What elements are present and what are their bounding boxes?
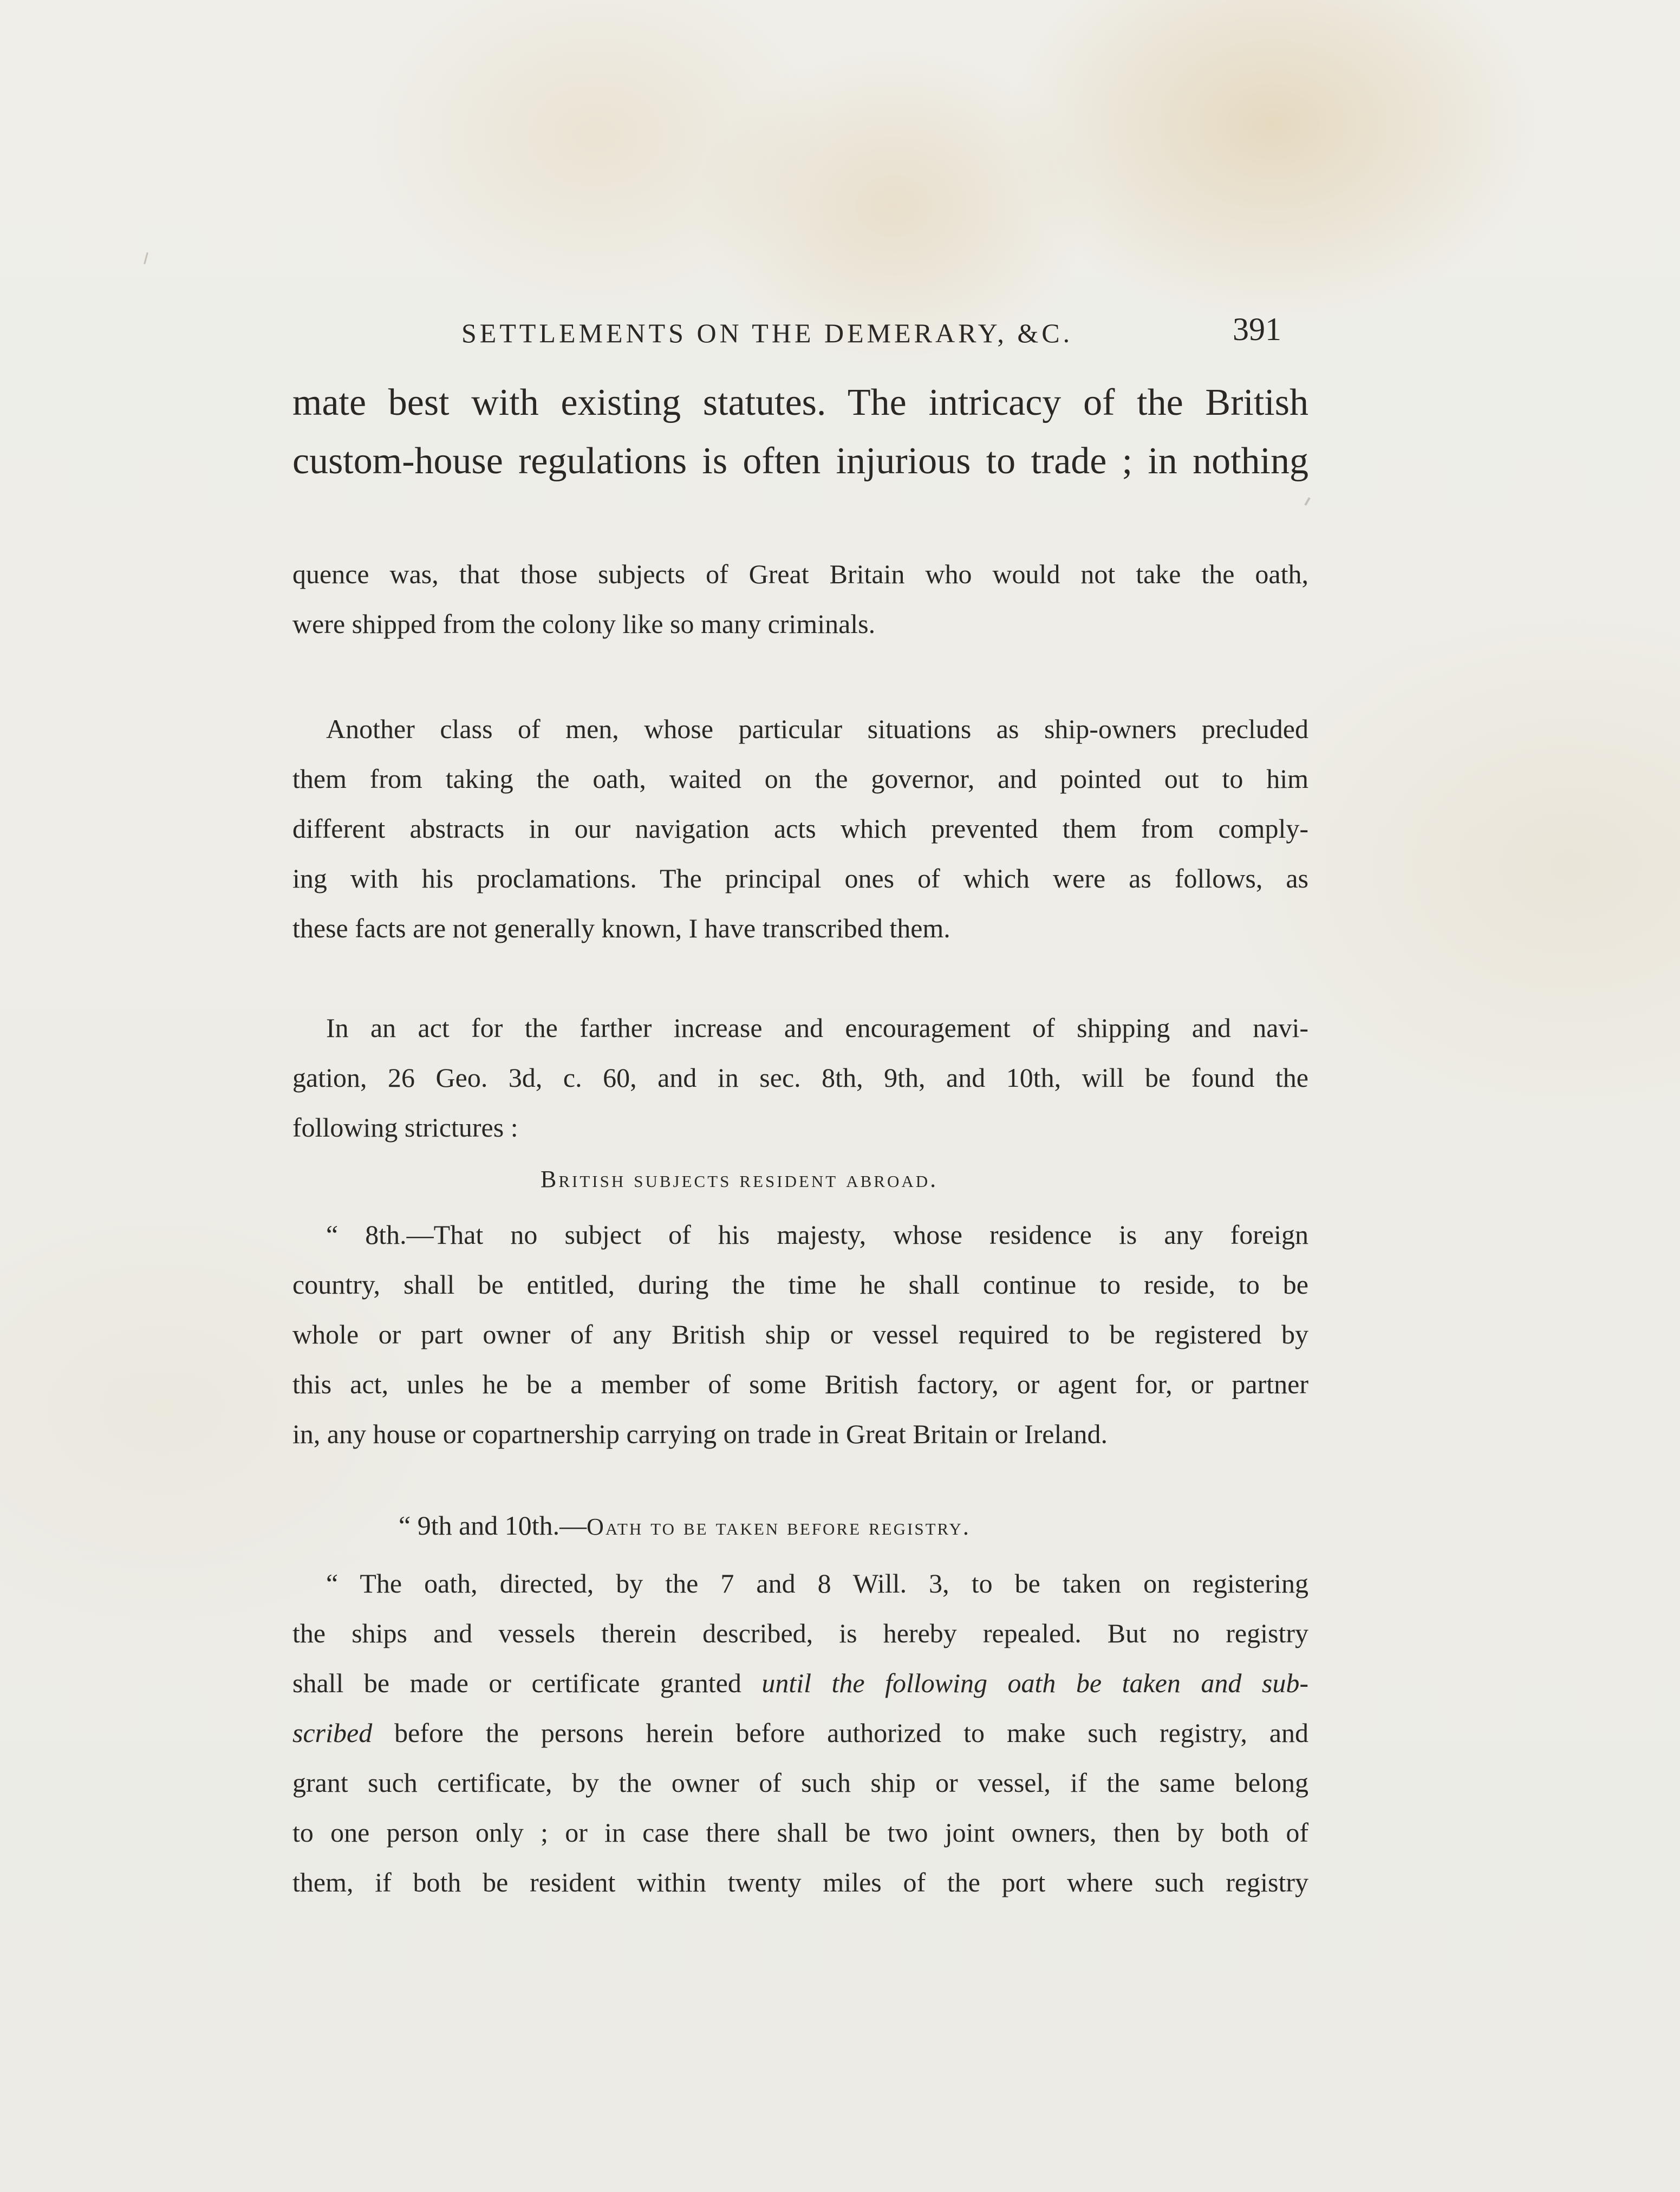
paragraph-line: the ships and vessels therein described, is hereby repealed. But no registry (292, 1618, 1308, 1648)
paragraph-line: “ The oath, directed, by the 7 and 8 Will. 3, to be taken on registering (326, 1568, 1308, 1599)
paragraph-line: them from taking the oath, waited on the governor, and pointed out to him (292, 764, 1308, 794)
section-heading-british-subjects: British subjects resident abroad. (541, 1166, 939, 1192)
section-heading-oath (399, 1510, 971, 1541)
paragraph-line: country, shall be entitled, during the time he shall continue to reside, to be (292, 1269, 1308, 1300)
paragraph-line: Another class of men, whose particular situations as ship-owners precluded (326, 714, 1308, 744)
paragraph-line: these facts are not generally known, I have transcribed them. (292, 913, 950, 943)
main-text-line: mate best with existing statutes. The intricacy of the British (292, 382, 1308, 423)
text-run: before the persons herein before authorized to make such registry, and (372, 1718, 1308, 1748)
paragraph-line: in, any house or copartnership carrying on trade in Great Britain or Ireland. (292, 1419, 1108, 1449)
footnote-paragraph-3 (292, 1003, 1308, 1152)
heading-prefix: “ 9th and 10th.— (399, 1510, 587, 1541)
footnote-paragraph-1 (292, 549, 1308, 649)
paragraph-line: gation, 26 Geo. 3d, c. 60, and in sec. 8th, 9th, and 10th, will be found the (292, 1062, 1308, 1093)
main-text-line: custom-house regulations is often injurious to trade ; in nothing (292, 440, 1308, 482)
paragraph-line: different abstracts in our navigation acts which prevented them from comply- (292, 813, 1308, 844)
paragraph-line: In an act for the farther increase and encouragement of shipping and navi- (326, 1013, 1308, 1043)
paper-mark (144, 252, 148, 264)
paragraph-line: “ 8th.—That no subject of his majesty, whose residence is any foreign (326, 1219, 1308, 1250)
paragraph-line: this act, unles he be a member of some British factory, or agent for, or partner (292, 1369, 1308, 1399)
footnote-paragraph-5 (292, 1558, 1308, 1907)
footnote-paragraph-4 (292, 1210, 1308, 1459)
page-number: 391 (1233, 311, 1281, 347)
heading-title: Oath to be taken before registry. (587, 1513, 971, 1540)
paragraph-line: quence was, that those subjects of Great Britain who would not take the oath, (292, 559, 1308, 589)
paragraph-line: grant such certificate, by the owner of such ship or vessel, if the same belong (292, 1767, 1308, 1798)
footnote-paragraph-2 (292, 704, 1308, 953)
italic-text-run: scribed (292, 1718, 373, 1748)
paragraph-line: were shipped from the colony like so many criminals. (292, 609, 876, 639)
main-text-block (292, 374, 1308, 491)
running-head-title: SETTLEMENTS ON THE DEMERARY, &C. (461, 318, 1073, 348)
paragraph-line: them, if both be resident within twenty miles of the port where such registry (292, 1867, 1308, 1897)
paragraph-line: following strictures : (292, 1112, 518, 1143)
paragraph-line (292, 1658, 1308, 1708)
text-run: shall be made or certificate granted (292, 1668, 762, 1698)
paragraph-line: ing with his proclamations. The principal ones of which were as follows, as (292, 863, 1308, 893)
paragraph-line: to one person only ; or in case there shall be two joint owners, then by both of (292, 1817, 1308, 1848)
paper-mark (1304, 497, 1310, 506)
paragraph-line: whole or part owner of any British ship or vessel required to be registered by (292, 1319, 1308, 1349)
paragraph-line (292, 1708, 1308, 1758)
italic-text-run: until the following oath be taken and sub- (761, 1668, 1308, 1698)
